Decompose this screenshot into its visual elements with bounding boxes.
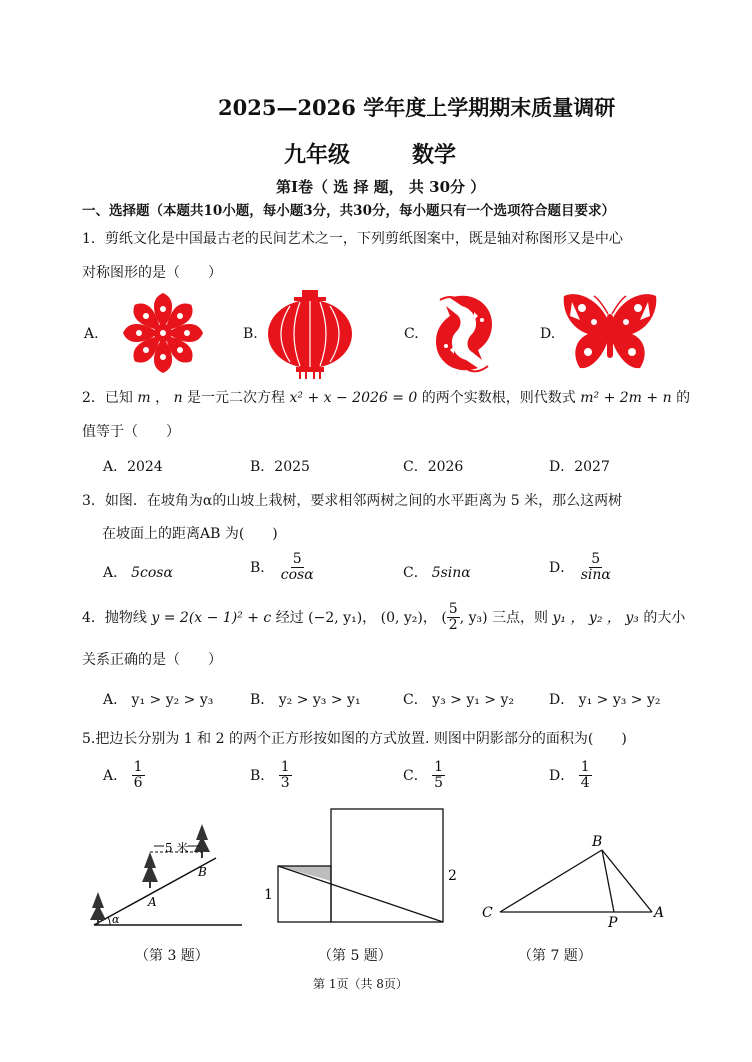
q1-line2: 对称图形的是（ ）: [82, 265, 222, 281]
q2-text-c: 的两个实数根，则代数式: [421, 390, 576, 406]
figure-5-squares: [260, 806, 470, 928]
q4-option-a: A． y₁ > y₂ > y₃: [103, 692, 214, 708]
fig7-point-p: P: [608, 915, 618, 930]
exam-title: 2025—2026 学年度上学期期末质量调研: [218, 95, 616, 120]
q2-option-a: A．2024: [103, 459, 163, 475]
q4-option-b: B． y₂ > y₃ > y₁: [250, 692, 361, 708]
q4-text-c: 三点，则: [492, 609, 549, 626]
q5-option-c-den: 5: [434, 775, 444, 792]
q4-option-d: D． y₁ > y₃ > y₂: [549, 692, 661, 708]
q4-point-3-open: (: [441, 609, 447, 626]
q4-text-a: 4．抛物线: [82, 609, 147, 626]
fig3-alpha: α: [112, 913, 120, 926]
q4-line1: [82, 602, 685, 634]
q5-option-b: [250, 760, 292, 792]
q4-text-b: 经过: [275, 609, 304, 626]
q5-option-b-num: 1: [280, 759, 290, 775]
q4-option-c: C． y₃ > y₁ > y₂: [403, 692, 514, 708]
subject-label: 数学: [412, 142, 457, 168]
q4-point-3-den: 2: [448, 617, 458, 634]
q5-option-b-den: 3: [280, 775, 290, 792]
q3-line1: 3．如图．在坡角为α的山坡上栽树，要求相邻两树之间的水平距离为 5 米，那么这两树: [82, 493, 623, 509]
fig5-side-1: 1: [264, 887, 273, 903]
q3-line2: 在坡面上的距离AB 为( ): [102, 526, 278, 542]
q3-option-b: [250, 552, 316, 584]
q2-option-b: B．2025: [250, 459, 310, 475]
q4-parabola: y = 2(x − 1)² + c: [151, 609, 272, 626]
q1-option-a-label: A.: [84, 326, 99, 342]
q1-option-b-label: B.: [243, 326, 258, 342]
part-heading: 第Ⅰ卷（ 选 择 题， 共 30分 ）: [276, 178, 486, 196]
q5-option-a-den: 6: [133, 775, 143, 792]
red-lantern-icon: [264, 288, 356, 380]
q5-option-d: [549, 760, 592, 792]
q2-text-a: 2．已知: [82, 390, 133, 406]
q3-option-c: [403, 562, 471, 582]
q2-line1: [82, 387, 690, 407]
q1-option-c-label: C.: [404, 326, 419, 342]
fig3-distance-label: 5 米: [165, 841, 189, 855]
q5-option-c-num: 1: [434, 759, 444, 775]
q4-line2: 关系正确的是（ ）: [82, 652, 222, 668]
q3-option-b-num: 5: [292, 551, 302, 567]
fig5-side-2: 2: [448, 868, 457, 884]
q3-option-a: [103, 562, 173, 582]
fig3-point-a: A: [148, 895, 157, 909]
q2-equation: x² + x − 2026 = 0: [289, 390, 418, 406]
figure-7-triangle: [476, 830, 676, 930]
fig7-point-c: C: [482, 905, 493, 921]
q5-option-b-label: B．: [250, 767, 275, 784]
figure-5-caption: （第 5 题）: [318, 948, 392, 964]
fig7-point-a: A: [654, 905, 665, 921]
q5-option-a: [103, 760, 145, 792]
page-footer: 第 1页（共 8页）: [313, 977, 408, 991]
q3-option-d-label: D．: [549, 559, 575, 576]
q3-option-a-value: 5cosα: [131, 565, 173, 581]
q4-point-2: (0, y₂): [380, 609, 423, 626]
paper-flower-icon: [110, 292, 216, 374]
q2-option-c: C．2026: [403, 459, 464, 475]
q2-expression: m² + 2m + n: [580, 390, 672, 406]
q1-line1: 1．剪纸文化是中国最古老的民间艺术之一，下列剪纸图案中，既是轴对称图形又是中心: [82, 231, 623, 247]
q3-option-c-label: C．: [403, 565, 428, 581]
fig7-point-b: B: [592, 834, 603, 850]
q5-option-c: [403, 760, 445, 792]
q3-option-d: [549, 552, 613, 584]
grade-label: 九年级: [284, 142, 351, 168]
q3-option-d-den: sinα: [580, 567, 611, 584]
q5-option-a-num: 1: [133, 759, 143, 775]
section-heading: 一、选择题（本题共10小题，每小题3分，共30分，每小题只有一个选项符合题目要求）: [82, 203, 615, 219]
q5-line1: 5.把边长分别为 1 和 2 的两个正方形按如图的方式放置. 则图中阴影部分的面积为( ): [82, 731, 627, 747]
q4-point-1: (−2, y₁): [308, 609, 363, 626]
q2-option-d: D．2027: [549, 459, 610, 475]
q4-sep-1: ，: [362, 609, 377, 626]
q3-option-a-label: A．: [103, 565, 128, 581]
q5-option-c-label: C．: [403, 767, 428, 784]
q3-option-d-num: 5: [591, 551, 601, 567]
q2-var-m: m: [137, 390, 151, 406]
q5-option-d-label: D．: [549, 767, 575, 784]
q5-option-d-num: 1: [580, 759, 590, 775]
figure-3-slope: [84, 822, 246, 932]
q2-line2: 值等于（ ）: [82, 424, 180, 440]
q3-option-b-label: B．: [250, 559, 275, 576]
q4-text-d: 的大小: [643, 609, 686, 626]
q3-option-c-value: 5sinα: [431, 565, 471, 581]
q3-option-b-den: cosα: [280, 567, 314, 584]
butterfly-icon: [560, 290, 660, 376]
q2-text-d: 的: [676, 390, 691, 406]
q1-option-d-label: D.: [540, 326, 556, 342]
figure-3-caption: （第 3 题）: [135, 948, 209, 964]
q4-point-3-close: , y₃): [459, 609, 488, 626]
q5-option-a-label: A．: [103, 767, 128, 784]
figure-7-caption: （第 7 题）: [518, 948, 592, 964]
q4-sep-2: ，: [422, 609, 437, 626]
q2-comma: ，: [155, 390, 170, 406]
q4-point-3-num: 5: [448, 601, 458, 617]
q2-var-n: n: [173, 390, 183, 406]
fig3-point-b: B: [198, 865, 207, 879]
q2-text-b: 是一元二次方程: [187, 390, 286, 406]
q5-option-d-den: 4: [580, 775, 590, 792]
koi-fish-icon: [422, 290, 506, 376]
q4-vars: y₁ ， y₂ ， y₃: [552, 609, 639, 626]
